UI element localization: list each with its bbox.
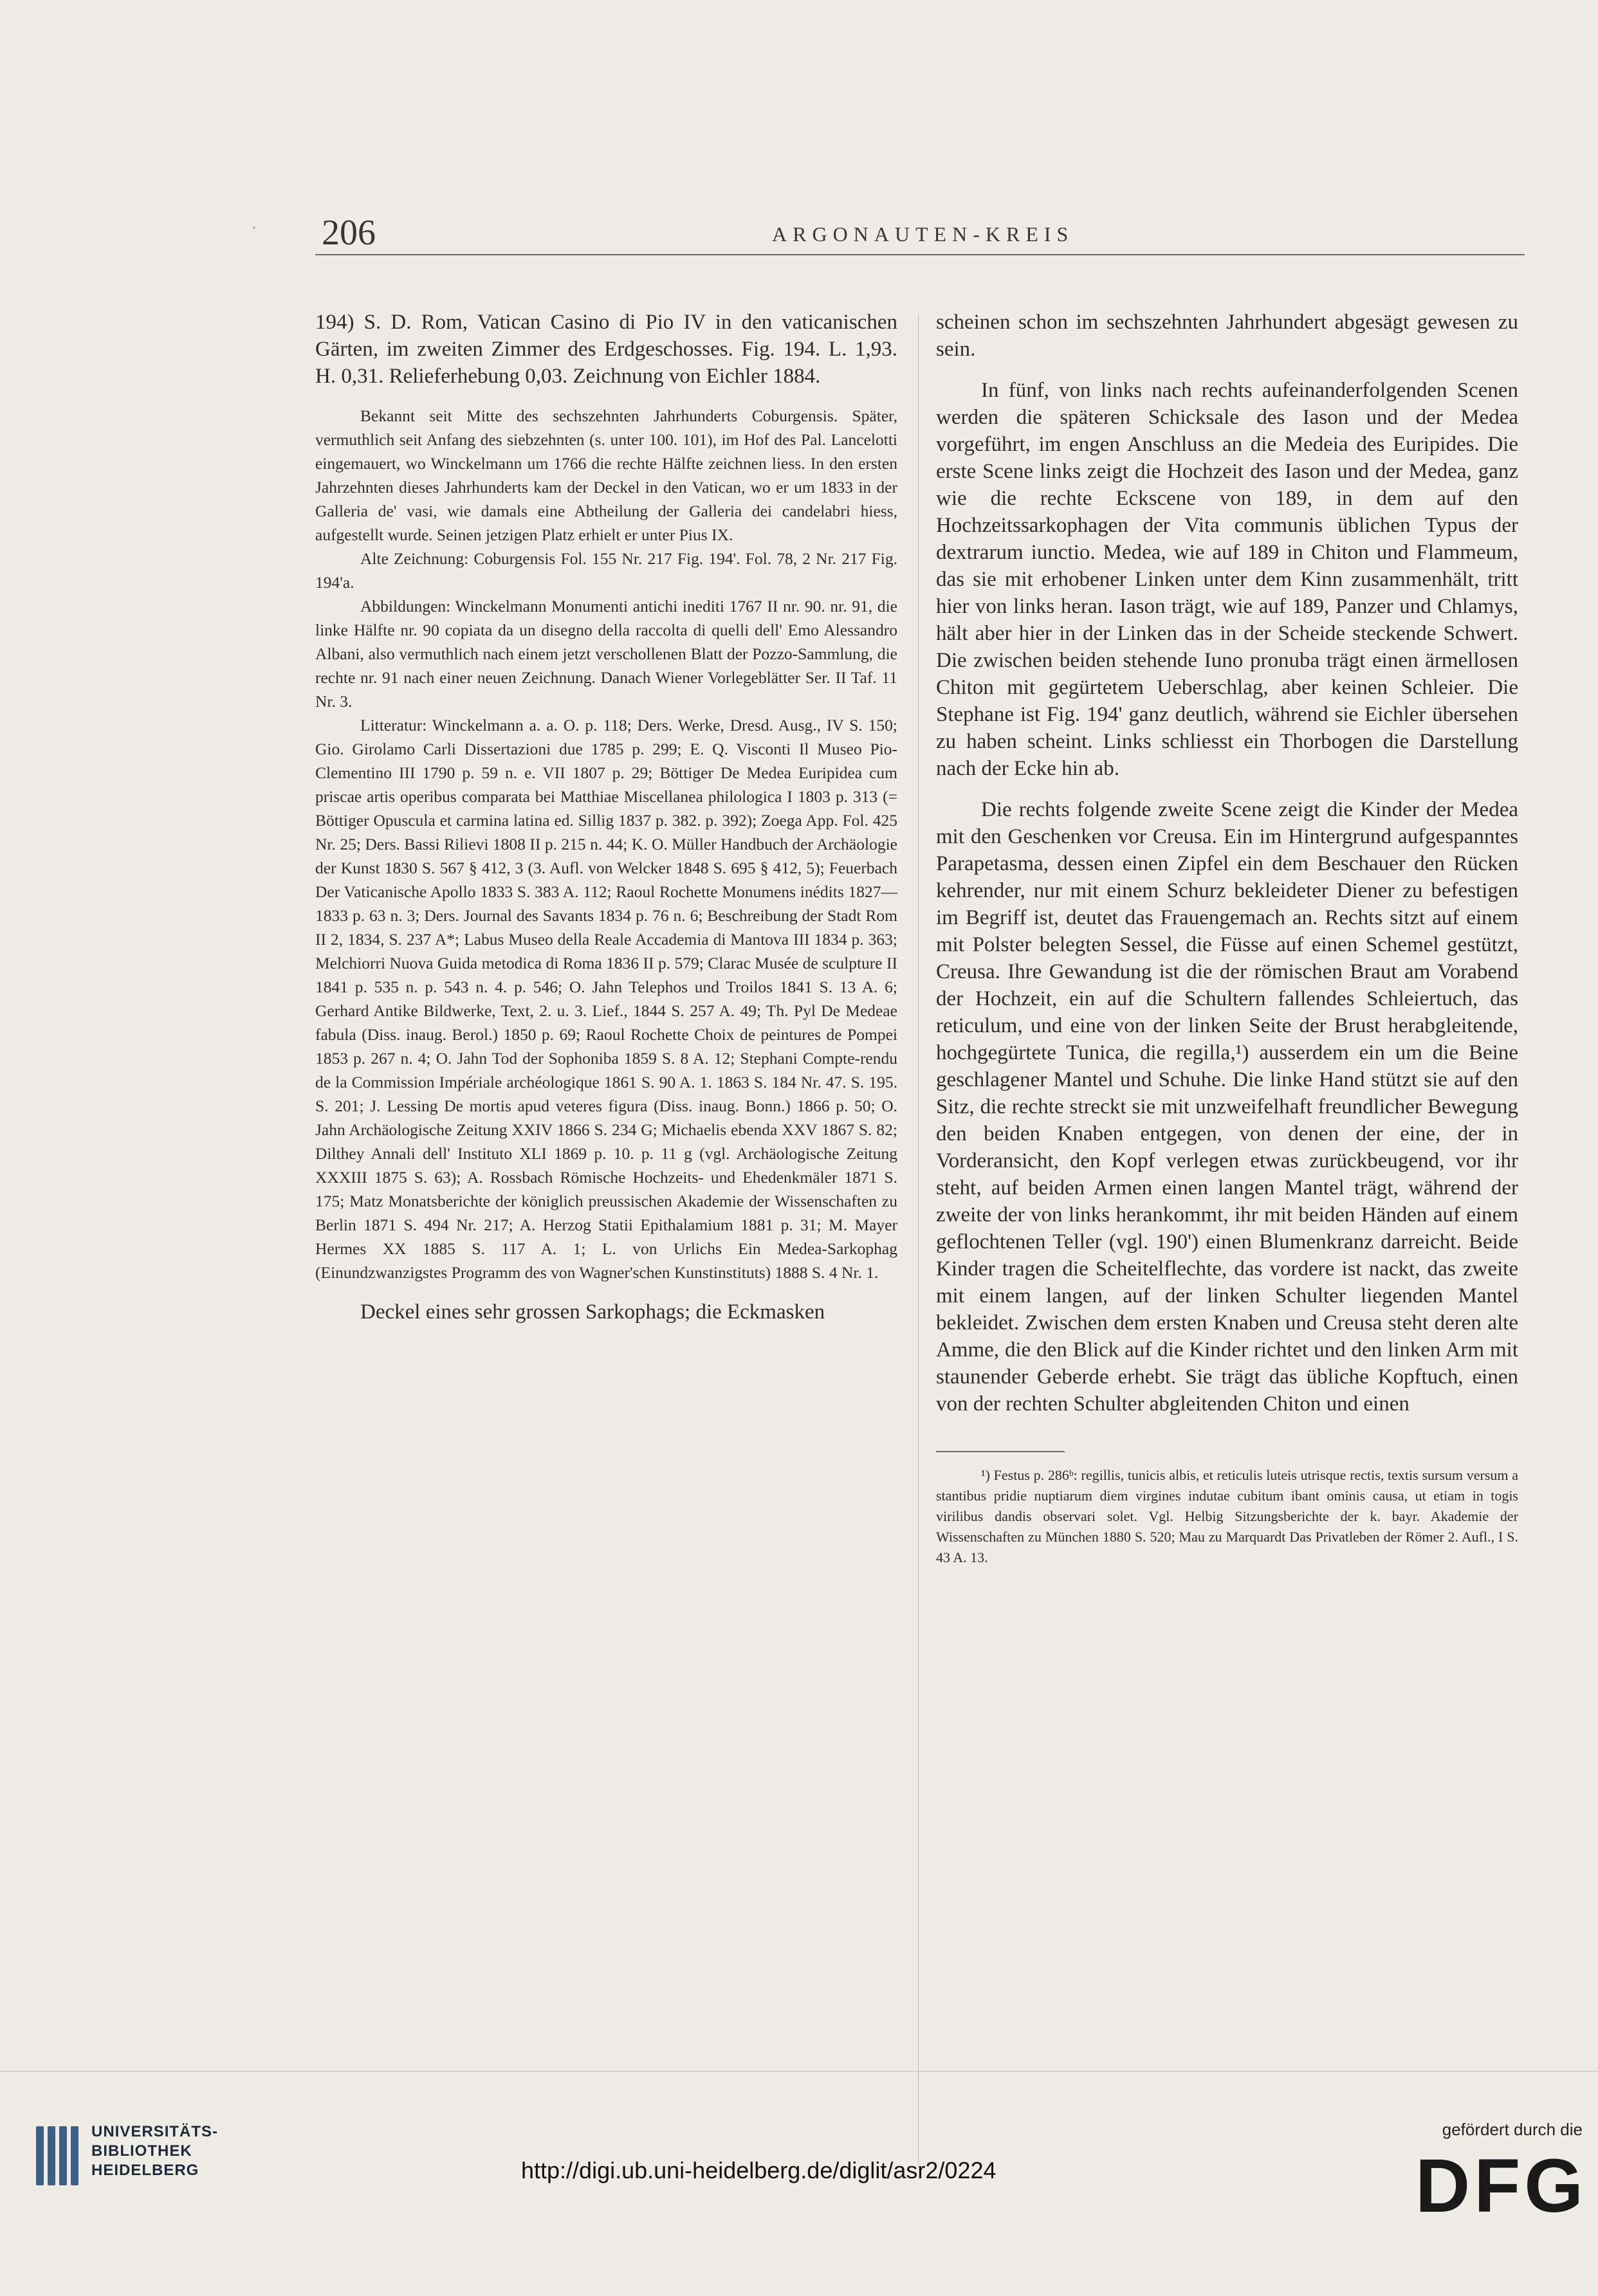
- old-drawing-paragraph: Alte Zeichnung: Coburgensis Fol. 155 Nr. 217 Fig. 194'. Fol. 78, 2 Nr. 217 Fig. 194'a.: [315, 549, 897, 592]
- library-name-line: HEIDELBERG: [91, 2162, 199, 2179]
- library-name: [91, 2122, 218, 2180]
- running-title: ARGONAUTEN-KREIS: [772, 223, 1074, 246]
- footnote: ¹) Festus p. 286ᵇ: regillis, tunicis albis, et reticulis luteis utrisque rectis, textis sursum versum a stantibus pridie nuptiarum diem virgines indutae cubitum ibant ominis causa, ut etiam in togis virilibus dandis observari solet. Vgl. Helbig Sitzungsberichte der k. bayr. Akademie der Wissenschaften zu München 1880 S. 520; Mau zu Marquardt Das Privatleben der Römer 2. Aufl., I S. 43 A. 13.: [936, 1467, 1518, 1565]
- column-divider: [918, 315, 919, 2167]
- library-logo-icon: [36, 2126, 78, 2185]
- first-scene-paragraph: In fünf, von links nach rechts aufeinanderfolgenden Scenen werden die späteren Schicksale des Iason und der Medea vorgeführt, im engen Anschluss an die Medeia des Euripides. Die erste Scene links zeigt die Hochzeit des Iason und der Medea, ganz wie die rechte Eckscene von 189, in dem auf den Hochzeitssarkophagen der Vita communis üblichen Typus der dextrarum iunctio. Medea, wie auf 189 in Chiton und Flammeum, das sie mit erhobener Linken unter dem Kinn zusammenhält, tritt hier von links heran. Iason trägt, wie auf 189, Panzer und Chlamys, hält aber hier in der Linken das in der Scheide steckende Schwert. Die zwischen beiden stehende Iuno pronuba trägt einen ärmellosen Chiton mit gegürtetem Ueberschlag, aber keinen Schleier. Die Stephane ist Fig. 194' ganz deutlich, während sie Eichler übersehen zu haben scheint. Links schliesst ein Thorbogen die Darstellung nach der Ecke hin ab.: [936, 379, 1518, 780]
- library-name-line: BIBLIOTHEK: [91, 2142, 192, 2160]
- description-continued: scheinen schon im sechszehnten Jahrhundert abgesägt gewesen zu sein.: [936, 311, 1518, 361]
- literature-paragraph: Litteratur: Winckelmann a. a. O. p. 118; Ders. Werke, Dresd. Ausg., IV S. 150; Gio. Girolamo Carli Dissertazioni due 1785 p. 299; E. Q. Visconti Il Museo Pio-Clementino III 1790 p. 59 n. e. VII 1807 p. 29; Böttiger De Medea Euripidea cum priscae artis operibus comparata bei Matthiae Miscellanea philologica I 1803 p. 313 (= Böttiger Opuscula et carmina latina ed. Sillig 1837 p. 382. p. 392); Zoega App. Fol. 425 Nr. 25; Ders. Bassi Rilievi 1808 II p. 215 n. 44; K. O. Müller Handbuch der Archäologie der Kunst 1830 S. 567 § 412, 3 (3. Aufl. von Welcker 1848 S. 695 § 412, 5); Feuerbach Der Vaticanische Apollo 1833 S. 383 A. 112; Raoul Rochette Monumens inédits 1827—1833 p. 63 n. 3; Ders. Journal des Savants 1834 p. 76 n. 6; Beschreibung der Stadt Rom II 2, 1834, S. 237 A*; Labus Museo della Reale Accademia di Mantova III 1834 p. 363; Melchiorri Nuova Guida metodica di Roma 1836 II p. 579; Clarac Musée de sculpture II 1841 p. 535 n. p. 543 n. 4. p. 546; O. Jahn Telephos und Troilos 1841 S. 13 A. 6; Gerhard Antike Bildwerke, Text, 2. u. 3. Lief., 1844 S. 257 A. 49; Th. Pyl De Medeae fabula (Diss. inaug. Berol.) 1850 p. 69; Raoul Rochette Choix de peintures de Pompei 1853 p. 267 n. 4; O. Jahn Tod der Sophoniba 1859 S. 8 A. 12; Stephani Compte-rendu de la Commission Impériale archéologique 1861 S. 90 A. 1. 1863 S. 184 Nr. 47. S. 195. S. 201; J. Lessing De mortis apud veteres figura (Diss. inaug. Bonn.) 1866 p. 50; O. Jahn Archäologische Zeitung XXIV 1866 S. 234 G; Michaelis ebenda XXV 1867 S. 82; Dilthey Annali dell' Instituto XLI 1869 p. 10. p. 11 g (vgl. Archäologische Zeitung XXXIII 1875 S. 63); A. Rossbach Römische Hochzeits- und Ehedenkmäler 1871 S. 175; Matz Monatsberichte der königlich preussischen Akademie der Wissenschaften zu Berlin 1871 S. 494 Nr. 217; A. Herzog Statii Epithalamium 1881 p. 31; M. Mayer Hermes XX 1885 S. 117 A. 1; L. von Urlichs Ein Medea-Sarkophag (Einundzwanzigstes Programm des von Wagner'schen Kunstinstituts) 1888 S. 4 Nr. 1.: [315, 716, 897, 1282]
- margin-dot: [253, 226, 255, 229]
- illustrations-paragraph: Abbildungen: Winckelmann Monumenti antichi inediti 1767 II nr. 90. nr. 91, die linke Hälfte nr. 90 copiata da un disegno della raccolta di quelli dell' Emo Alessandro Albani, also vermuthlich nach einem jetzt verschollenen Blatt der Pozzo-Sammlung, die rechte nr. 91 nach einer neuen Zeichnung. Danach Wiener Vorlegeblätter Ser. II Taf. 11 Nr. 3.: [315, 597, 897, 711]
- left-column: [315, 309, 897, 1326]
- library-name-line: UNIVERSITÄTS-: [91, 2123, 219, 2140]
- dfg-logo: DFG: [1415, 2144, 1588, 2228]
- footnote-rule: [936, 1451, 1065, 1452]
- second-scene-paragraph: Die rechts folgende zweite Scene zeigt die Kinder der Medea mit den Geschenken vor Creusa. Ein im Hintergrund aufgespanntes Parapetasma, dessen einen Zipfel ein dem Beschauer den Rücken kehrender, nur mit einem Schurz bekleideter Diener zu befestigen im Begriff ist, deutet das Frauengemach an. Rechts sitzt auf einem mit Polster belegten Sessel, die Füsse auf einen Schemel gestützt, Creusa. Ihre Gewandung ist die der römischen Braut am Vorabend der Hochzeit, ein auf die Schultern fallendes Schleiertuch, das reticulum, und eine von der linken Seite der Brust herabgleitende, hochgegürtete Tunica, die regilla,¹) ausserdem ein um die Beine geschlagener Mantel und Schuhe. Die linke Hand stützt sie auf den Sitz, die rechte streckt sie mit unzweifelhaft freundlicher Bewegung den beiden Knaben entgegen, von denen der eine, der in Vorderansicht, den Kopf verlegen etwas zurückbeugend, vor ihr steht, auf beiden Armen einen langen Mantel trägt, während der zweite der von links herankommt, ihr mit beiden Händen auf einem geflochtenen Teller (vgl. 190') einen Blumenkranz darreicht. Beide Kinder tragen die Scheitelflechte, das vordere ist nackt, das zweite mit einem langen, auf der linken Schulter liegenden Mantel bekleidet. Zwischen dem ersten Knaben und Creusa steht deren alte Amme, die den Blick auf die Kinder richtet und den linken Arm mit staunender Geberde erhebt. Sie trägt das übliche Kopftuch, einen von der rechten Schulter abgleitenden Chiton und einen: [936, 798, 1518, 1416]
- description-start: Deckel eines sehr grossen Sarkophags; die Eckmasken: [360, 1300, 825, 1324]
- right-column: [936, 309, 1518, 1568]
- header-rule: [315, 254, 1525, 255]
- catalogue-entry-heading: 194) S. D. Rom, Vatican Casino di Pio IV in den vaticanischen Gärten, im zweiten Zimmer des Erdgeschosses. Fig. 194. L. 1,93. H. 0,31. Relieferhebung 0,03. Zeichnung von Eichler 1884.: [315, 311, 897, 388]
- funding-block: [1415, 2120, 1588, 2274]
- footer-divider: [0, 2071, 1598, 2072]
- funding-caption: gefördert durch die: [1442, 2120, 1583, 2139]
- page-number: 206: [322, 213, 376, 253]
- permalink[interactable]: http://digi.ub.uni-heidelberg.de/diglit/asr2/0224: [521, 2157, 996, 2183]
- page-header: [322, 212, 1518, 253]
- provenance-paragraph: Bekannt seit Mitte des sechszehnten Jahrhunderts Coburgensis. Später, vermuthlich seit Anfang des siebzehnten (s. unter 100. 101), im Hof des Pal. Lancelotti eingemauert, wo Winckelmann um 1766 die rechte Hälfte zeichnen liess. In den ersten Jahrzehnten dieses Jahrhunderts kam der Deckel in den Vatican, wo er um 1833 in der Galleria de' vasi, wie damals eine Abtheilung der Galleria dei candelabri hiess, aufgestellt wurde. Seinen jetzigen Platz erhielt er unter Pius IX.: [315, 406, 897, 544]
